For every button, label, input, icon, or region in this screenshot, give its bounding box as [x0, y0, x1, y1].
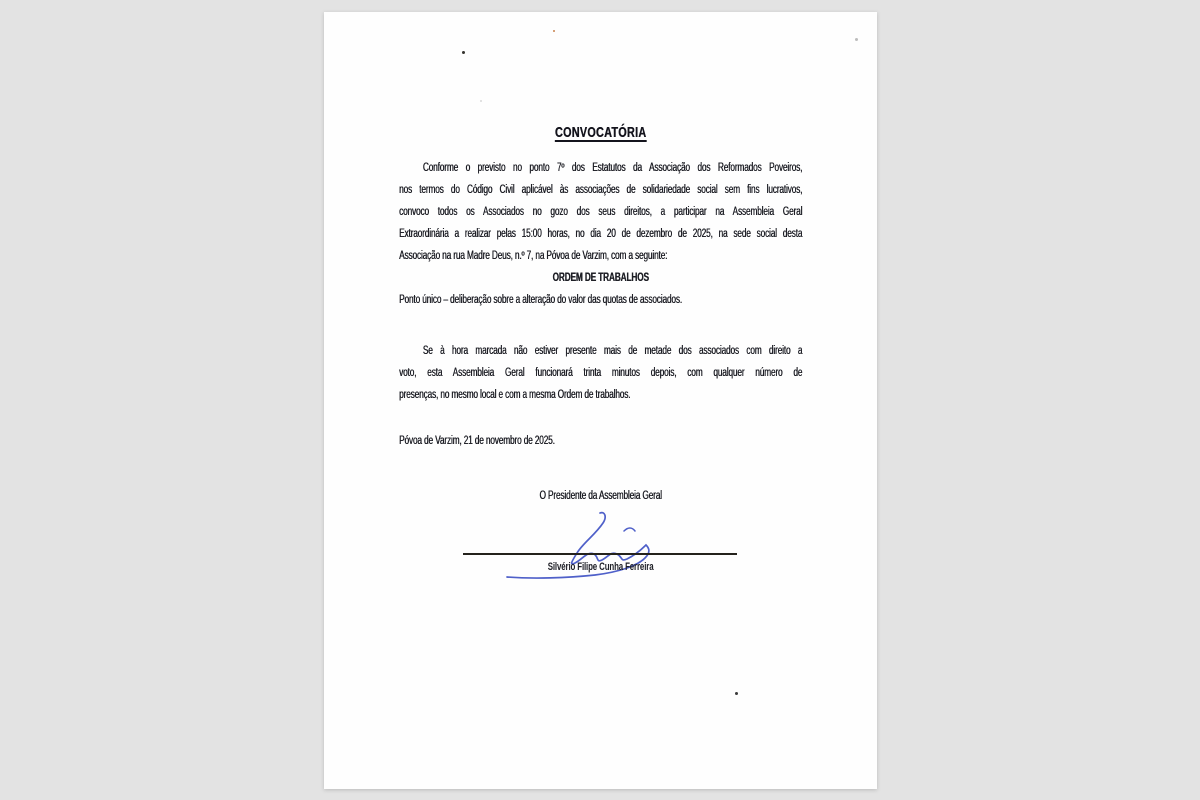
scanned-document-page: [324, 12, 877, 789]
scan-speck: [553, 30, 555, 32]
signature-block: [399, 507, 802, 607]
signature-accent-stroke: [624, 528, 635, 531]
quorum-paragraph: [399, 340, 802, 406]
document-content: [324, 122, 877, 607]
agenda-heading: ORDEM DE TRABALHOS: [552, 272, 649, 284]
text-line: nos termos do Código Civil aplicável às associações de solidariedade social sem fins lucrativos,: [399, 184, 803, 196]
scan-speck: [855, 38, 858, 41]
intro-paragraph: [399, 157, 802, 267]
signature-line: [463, 553, 737, 555]
agenda-item: Ponto único – deliberação sobre a alteração do valor das quotas de associados.: [399, 294, 682, 306]
text-line: convoco todos os Associados no gozo dos seus direitos, a participar na Assembleia Geral: [399, 206, 803, 218]
text-line: Se à hora marcada não estiver presente mais de metade dos associados com direito a: [422, 345, 803, 357]
text-line: Conforme o previsto no ponto 7º dos Estatutos da Associação dos Reformados Poveiros,: [422, 162, 803, 174]
scan-speck: [735, 692, 738, 695]
text-line: Associação na rua Madre Deus, n.º 7, na Póvoa de Varzim, com a seguinte:: [399, 250, 668, 262]
text-line: voto, esta Assembleia Geral funcionará trinta minutos depois, com qualquer número de: [399, 367, 803, 379]
text-line: presenças, no mesmo local e com a mesma Ordem de trabalhos.: [399, 389, 631, 401]
dateline: Póvoa de Varzim, 21 de novembro de 2025.: [399, 435, 555, 447]
signature-title: O Presidente da Assembleia Geral: [539, 490, 662, 502]
scan-speck: [462, 51, 465, 54]
document-title: CONVOCATÓRIA: [554, 124, 647, 141]
text-line: Extraordinária a realizar pelas 15:00 horas, no dia 20 de dezembro de 2025, na sede social desta: [399, 228, 803, 240]
scan-speck: [480, 100, 482, 102]
signatory-name: Silvério Filipe Cunha Ferreira: [547, 561, 654, 573]
